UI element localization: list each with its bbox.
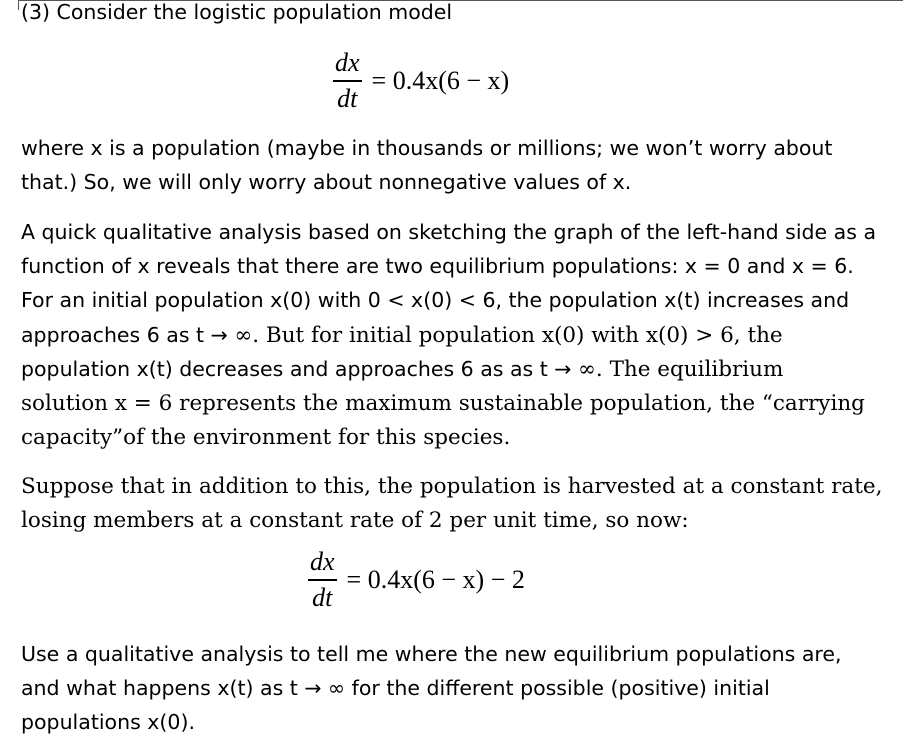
paragraph-2-line-7: capacity”of the environment for this species. xyxy=(21,425,511,450)
paragraph-2-line-6: solution x = 6 represents the maximum sustainable population, the “carrying xyxy=(21,391,865,416)
left-border xyxy=(18,0,19,10)
paragraph-1-line-2: that.) So, we will only worry about nonnegative values of x. xyxy=(21,170,632,194)
fraction-denominator: dt xyxy=(337,83,358,113)
equation-rhs-2: = 0.4x(6 − x) − 2 xyxy=(346,564,525,594)
problem-header: (3) Consider the logistic population model xyxy=(21,0,453,24)
paragraph-2-line-5 xyxy=(21,355,783,384)
equation-rhs: = 0.4x(6 − x) xyxy=(371,65,510,95)
paragraph-4-line-3: populations x(0). xyxy=(21,710,195,734)
line-4-serif-text: ∞. But for initial population x(0) with x(0) > 6, the xyxy=(234,323,783,348)
line-5-text: population x(t) decreases and approaches 6 as as t → xyxy=(21,357,578,381)
paragraph-2-line-2: function of x reveals that there are two equilibrium populations: x = 0 and x = 6. xyxy=(21,254,854,278)
equation-logistic xyxy=(333,48,509,114)
paragraph-4-line-1: Use a qualitative analysis to tell me where the new equilibrium populations are, xyxy=(21,642,842,666)
line-5-serif-text: ∞. The equilibrium xyxy=(577,357,784,382)
paragraph-3-line-1: Suppose that in addition to this, the population is harvested at a constant rate, xyxy=(21,474,883,499)
line-4-text: approaches 6 as t → xyxy=(21,323,235,347)
paragraph-2-line-3: For an initial population x(0) with 0 < x(0) < 6, the population x(t) increases and xyxy=(21,288,850,312)
derivative-fraction-2 xyxy=(308,547,337,613)
fraction-numerator-2: dx xyxy=(310,547,335,576)
equation-harvested xyxy=(308,547,525,613)
fraction-bar xyxy=(333,80,362,82)
derivative-fraction xyxy=(333,48,362,114)
paragraph-2-line-1: A quick qualitative analysis based on sketching the graph of the left-hand side as a xyxy=(21,220,877,244)
paragraph-2-line-4 xyxy=(21,321,783,350)
fraction-denominator-2: dt xyxy=(312,582,333,612)
fraction-bar-2 xyxy=(308,579,337,581)
paragraph-1-line-1: where x is a population (maybe in thousands or millions; we won’t worry about xyxy=(21,136,833,160)
fraction-numerator: dx xyxy=(335,48,360,77)
paragraph-4-line-2: and what happens x(t) as t → ∞ for the different possible (positive) initial xyxy=(21,676,770,700)
paragraph-3-line-2: losing members at a constant rate of 2 per unit time, so now: xyxy=(21,508,689,533)
